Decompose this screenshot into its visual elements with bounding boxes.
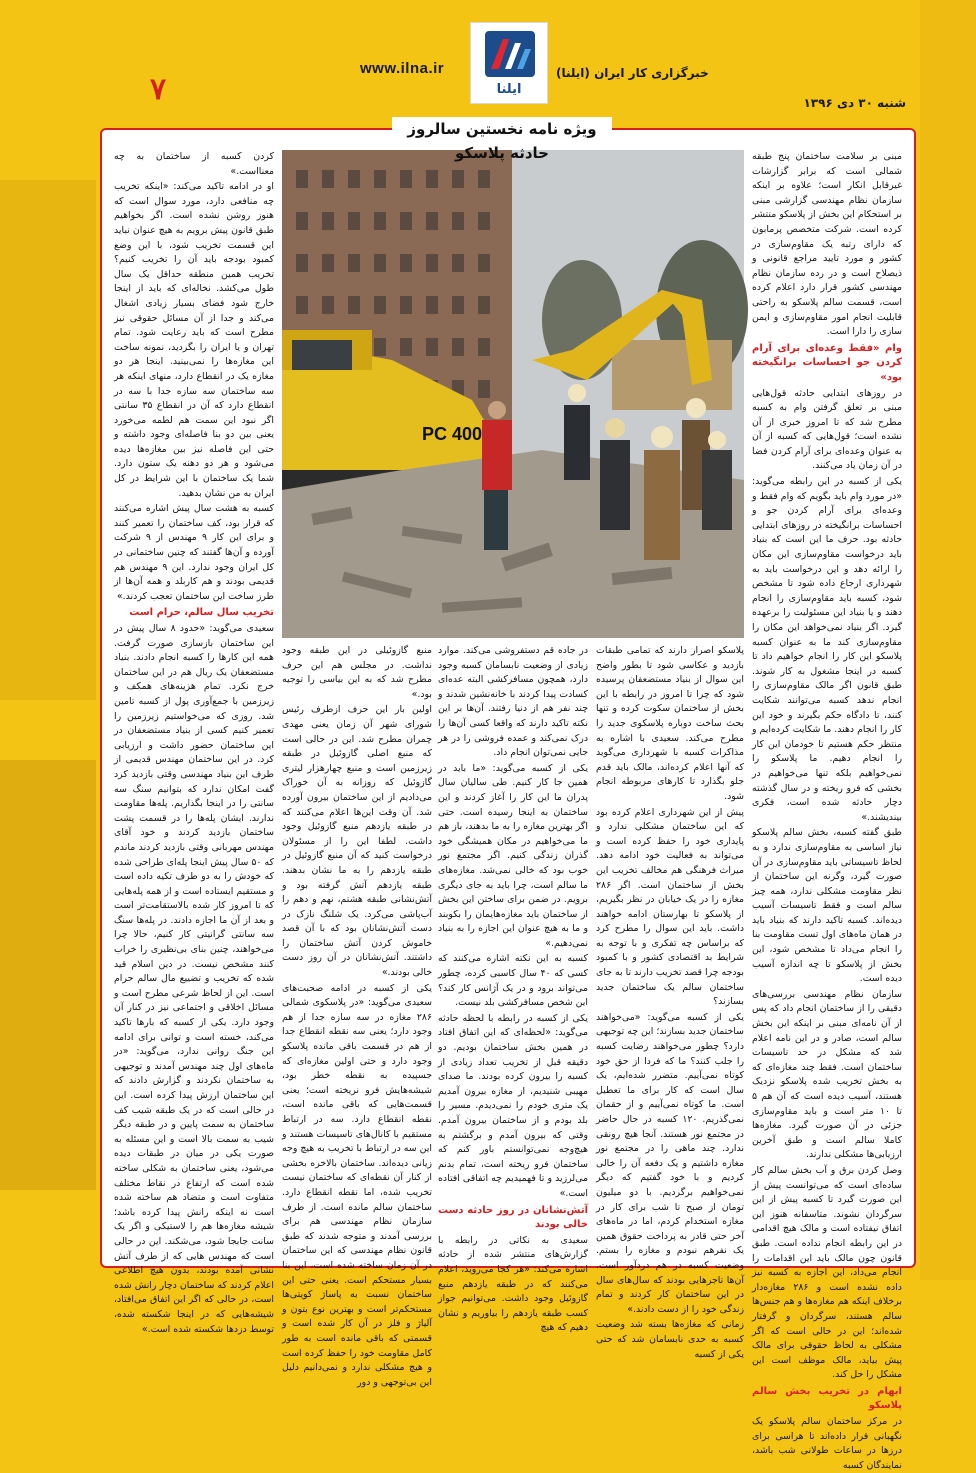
rescue-scene-photo — [282, 150, 744, 638]
website-url[interactable]: www.ilna.ir — [360, 60, 445, 77]
agency-name: خبرگزاری کار ایران (ایلنا) — [556, 66, 709, 80]
paragraph: یکی از کسبه می‌گوید: «ما باید در همین جا کار کنیم. طی سالیان سال پدران ما این کار را آغاز کردند و این ساختمان به اینجا رسیده است. حتی اگر بهترین مغازه را به ما بدهند، باز هم ما می‌خواهیم در مکان همیشگی خود گذران زندگی کنیم. اگر مجتمع نور خوب بود که خالی نمی‌شد. مغازه‌های ما سالم است، چرا باید به جای دیگری برویم. در ضمن برای ساختن این بخش از ساختمان باید مغازه‌هایمان را بکوبند و ما به هیچ عنوان این اجازه را به بنیاد نمی‌دهیم.» — [438, 762, 588, 949]
ilna-logo — [470, 22, 548, 104]
paragraph: سعیدی می‌گوید: «حدود ۸ سال پیش در این ساختمان بازسازی صورت گرفت. همه این کارها را کسبه انجام دادند. بنیاد مستضعفان یک ریال هم در این ساختمان خرج نکرد. تمام هزینه‌های همکف و زیرزمین با جمع‌آوری پول از کسبه تامین شد. روزی که می‌خواستیم زیرزمین را تعمیر کنیم کسی از بنیاد مستضعفان در این ساختمان حضور داشت و ارزیابی کرد. در این ساختمان مهندس قدیمی از طرف این بنیاد مهندسی وقتی بازدید کرد گفت امکان ندارد که بتوانیم سنگ سه سانتی را در اینجا بگذاریم. پله‌ها مقاومت ندارند. ایشان پله‌ها را در قسمت پشت ساختمان بازدید کردند و خود آقای مهندس مهربانی وقتی بازدید کردند ماندم که ۵۰ سال پیش اینجا پله‌ای طراحی شده که خودش را به دو طرف تکیه داده است و مستقیم ایستاده است و از همه پله‌هایی که تا امروز کار شده بالاستقامت‌تر است و بعد از آن ما اجازه دادند. در پله‌ها سنگ سه سانتی گرانیتی کار کنیم، حالا چرا می‌خواهند، چنین بنای بی‌نظیری را خراب کنند مشخص نیست. در دین اسلام قید شده که تخریب و تضییع مال سالم حرام است. این از لحاظ شرعی مطرح است و مسائل اخلاقی و اجتماعی نیز در کنار آن وجود دارد. یکی از کسبه که بار‌ها تاکید می‌کند، خسته است و توانی برای ادامه این جنگ روانی ندارد، می‌گوید: «در ماه‌های اول چند مهندس آمدند و توجیهی به ساختمان نکردند و گزارش دادند که این ساختمان ارزش پیدا کرده است. این در حالی است که در یک طبقه شیب کف ساختمان به سمت پایین و در طبقه دیگر شیب به سمت بالا است و این مسئله به صورت یکی در میان در طبقات دیده می‌شود، یعنی ساختمان به شکلی ساخته شده است که ارتفاع در نقاط مختلف متفاوت است و متضاد هم ساخته شده است نه اینکه رانش پیدا کرده باشد؛ شیشه مغازه‌ها هم را لاستیکی و اگر یک سانت جابجا شود، می‌شکند. این در حالی است که مهندس هایی که از طرف آتش نشانی آمده بودند، بدون هیچ اطلاعی اعلام کردند که ساختمان دچار رانش شده است، در حالی که اگر این اتفاق می‌افتاد، شیشه‌هایی که در اینجا شکسته شده، توسط دزدها شکسته شده است.» — [114, 623, 274, 1335]
article-column-middle-right — [596, 644, 744, 1360]
paragraph: زمانی که مغازه‌ها بسته شد وضعیت کسبه به حدی نابسامان شد که حتی یکی از کسبه — [596, 1319, 744, 1360]
logo-emblem-icon — [485, 31, 535, 77]
paragraph: در روزهای ابتدایی حادثه قول‌هایی مبنی بر تعلق گرفتن وام به کسبه مطرح شد که تا امروز خبری از آن نشده است؛ قول‌هایی که کسبه از آن به عنوان وعده‌ای برای آرام کردن فضا در آن زمان یاد می‌کنند. — [752, 387, 902, 472]
article-column-left — [114, 150, 275, 1335]
background-building — [0, 180, 96, 700]
excavator-model-label: PC 400 — [422, 424, 483, 444]
paragraph: در جاده قم دستفروشی می‌کند. موارد زیادی از وضعیت نابسامان کسبه وجود دارد، همچون مسافرکشی البته عده‌ای کسادت پیدا کردند با خانه‌نشین شدند و چند نفر هم از دنیا رفتند. آن‌ها بر این نکته تاکید دارند که واقعا کسی آن‌ها را درک نمی‌کند و عمده فروشی را در هر جایی نمی‌توان انجام داد. — [438, 645, 588, 759]
paragraph: در مرکز ساختمان سالم پلاسکو یک نگهبانی قرار داده‌اند تا هراسی برای درزها در ساعات طولانی شب باشد، نمایندگان کسبه — [752, 1416, 902, 1471]
page-number: ۷ — [150, 73, 167, 106]
article-column-right — [752, 150, 902, 1471]
paragraph: یکی از کسبه در ادامه صحبت‌های سعیدی می‌گوید: «در پلاسکوی شمالی ۲۸۶ مغازه در سه سازه جدا از هم وجود دارد؛ یعنی سه نقطه انقطاع جدا از هم در قسمت باقی مانده پلاسکو وجود دارد و حتی اولین مغازه‌ای که جسپیده به نقطه خطر بود، شیشه‌هایش فرو نریخته است؛ یعنی قسمت‌هایی که باقی مانده است، نقطه انقطاع دارد. سه در ارتباط مستقیم با کانال‌های تاسیسات هستند و این سه در ارتباط با تخریب به هیچ وجه زیانی دیده‌اند. ساختمان بالاخره بخشی از کنار آن نقطه‌ای که ساختمان نیست تخریب شده، اما نقطه انقطاع دارد. ساختمان سالم مانده است. از طرف سازمان نظام مهندسی هم برای بررسی آمدند و متوجه شدند که طبق قانون نظام مهندسی که این ساختمان در آن زمان ساخته شده است، این بنا بسیار مستحکم است. یعنی حتی این ساختمان نسبت به پاساژ کویتی‌ها مستحکم‌تر است و بهترین نوع بتون و آلیاژ و فلز در آن کار شده است و قسمتی که باقی مانده است به طور کامل مقاومت خود را حفظ کرده است و هیچ مشکلی ندارد و نمی‌دانیم دلیل این بی‌توجهی و دور — [282, 982, 432, 1388]
paragraph: اولین بار این حرف ازطرف رئیس شورای شهر آن زمان یعنی مهدی چمران مطرح شد. این در حالی است که منبع اصلی گازوئیل در طبقه زیرزمین است و منبع چهارهزار لیتری گازوئیل که روزانه به آن خوراک می‌دادیم از این ساختمان بیرون آورده شد. آن وقت این‌ها اعلام می‌کنند که در طبقه یازدهم منبع گازوئیل وجود داشت. لطفا این را از مسئولان درخواست کنید که آن منبع گازوئیل در طبقه یازدهم را به ما نشان بدهند. طبقه یازدهم آتش گرفته بود و آتش‌نشانی طبقه هشتم، نهم و دهم را آب‌پاشی می‌کرد. یک ‌شلنگ نازک در دست آتش‌نشانان بود که با آن قصد خاموش کردن آتش ساختمان را داشتند. آتش‌نشانان در آن روز دست خالی بودند.» — [282, 704, 432, 979]
paragraph: کردن کسبه از ساختمان به چه معنااست.» — [114, 151, 274, 177]
logo-label: ایلنا — [496, 82, 522, 97]
paragraph: پلاسکو اصرار دارند که تمامی طبقات بازدید و عکاسی شود تا بطور واضح این سوال از بنیاد مستضعفان پرسیده شود که چرا تا امروز در رابطه با این بخش از ساختمان سکوت کرده و تنها بحث ساخت دوباره پلاسکوی جدید را مطرح می‌کند. سعیدی با اشاره به مذاکرات کسبه با شهرداری می‌گوید که آنها اعلام کرده‌اند، مالک باید قدم جلو بگذارد تا کارهای مربوطه انجام شود. — [596, 645, 744, 802]
subheading: وام «فقط وعده‌ای برای آرام کردن جو احساسات برانگیخته بود» — [752, 342, 902, 383]
rubble-excavator-image — [282, 150, 744, 638]
paragraph: کسبه به این نکته اشاره می‌کنند که کسی که ۴۰ سال کاسبی کرده، چطور می‌تواند برود و در یک آژانس کار کند؟ این شخص مسافرکشی بلد نیست. — [438, 953, 589, 1009]
article-column-middle-left — [438, 644, 589, 1334]
paragraph: وصل کردن برق و آب بخش سالم کار ساده‌ای است که می‌توانست پیش از این صورت گیرد تا کسبه پیش از این سرگردان نشوند. متاسفانه هنوز این اتفاق نیفتاده است و مالک هیچ اقدامی در این رابطه انجام نداده است. طبق قانون چون مالک باید این اقدامات را انجام می‌داد، این اجازه به کسبه نیز داده نشده است و ۲۸۶ مغازه‌دار برخلاف اینکه هم مغازه‌ها و هم جنس‌ها سالم هستند، سرگردان و گرفتار شده‌اند؛ این در حالی است که اگر مشکلی به لحاظ حقوقی برای مالک پیش بیاید، مالک موظف است این مشکل را حل کند. — [752, 1164, 902, 1381]
paragraph: منبع گازوئیلی در این طبقه وجود نداشت. در مجلس هم این حرف مطرح شد که به این بیاسی را توجیه بود.» — [282, 645, 432, 700]
paragraph: کسبه به هشت سال پیش اشاره می‌کنند که قرار بود، کف ساختمان را تعمیر کنند و برای این کار ۹ مهندس از ۹ شرکت آورده و آن‌ها گفتند که چنین ساختمانی در کل ایران وجود ندارد. این ۹ مهندس هم قدیمی بودند و هم کاربلد و همه آن‌ها از طرز ساخت این ساختمان تعجب کردند.» — [114, 503, 275, 602]
issue-date: شنبه ۳۰ دی ۱۳۹۶ — [803, 96, 906, 110]
paragraph: یکی از کسبه می‌گوید: «می‌خواهند ساختمان جدید بسازند؛ این چه توجیهی دارد؟ چطور می‌خواهند رضایت کسبه را جلب کنند؟ ما که فردا از حق خود کوتاه نمی‌آییم. متضرر شده‌ایم، یک سال است که کار برای ما تعطیل است. ما کوتاه نمی‌آییم و از حقمان نمی‌گذریم. ۱۲۰ کسبه در حال حاضر در مجتمع نور هستند. آنجا هیچ رونقی ندارد. چند ماهی را در مجتمع نور مغازه داشتیم و یک دفعه آن را خالی کردیم و با خود گفتیم که دیگر نمی‌خواهیم برگردیم. با دو میلیون تومان از صبح تا شب برای کار در مغازه استخدام کردم، اما در ماه‌های آخر حتی قادر به پرداخت حقوق همین یک نفرهم نبودم و مغازه را بستم. وضعیت کسبه در هم دردآور است. آن‌ها تاجرهایی بودند که سال‌های سال در این ساختمان کار کردند و تمام زندگی خود را از دست دادند.» — [596, 1011, 744, 1315]
subheading: ابهام در تخریب بخش سالم پلاسکو — [752, 1385, 902, 1412]
subheading: آتش‌نشانان در روز حادثه دست خالی بودند — [438, 1204, 588, 1231]
background-bus — [0, 760, 96, 1190]
background-strip — [920, 0, 976, 1280]
paragraph: او در ادامه تاکید می‌کند: «اینکه تخریب چه منافعی دارد، مورد سوال است که هنوز روشن نشده است. اگر بخواهیم طبق قانون پیش برویم به هیچ عنوان نباید این قسمت تخریب شود، با این وضع کمبود بودجه باید آن را تخریب کنیم؟ تخریب همین منطقه حداقل یک سال طول می‌کشد. نخاله‌ای که باید از اینجا خارج شود فضای بسیار زیادی اشغال می‌کند و جدا از آن مسائل حقوقی نیز مطرح است که باید رعایت شود. تمام تهران و یا ایران را بگردید، نمونه ساخت این مغازه‌ها را نمی‌بینید. اینجا هر دو مغازه یک در انقطاع دارد، منهای اینکه هر سه ساختمان سه سازه جدا با سه در انقطاع دارد که آن در انقطاع ۳۵ سانتی اگر نبود این سمت هم لطمه می‌خورد یعنی بین دو بنا فاصله‌ای وجود داشته و حتی این فاصله نیز بین مغازه‌ها دیده می‌شود و هر دو دهنه یک ستون دارد. شما یک ساختمان با این شرایط در کل ایران به من نشان بدهید. — [114, 181, 274, 499]
paragraph: سعیدی به نکاتی در رابطه با گزارش‌های منتشر شده از حادثه اشاره می‌کند: «هر کجا می‌روید، اعلام می‌کنند که در طبقه یازدهم منبع گازوئیل وجود داشت. می‌توانیم جواز کسب طبقه یازدهم را بیاوریم و نشان دهیم که هیچ — [438, 1234, 588, 1334]
paragraph: سازمان نظام مهندسی بررسی‌های دقیقی را از ساختمان انجام داد که پس از آن نامه‌ای مبنی بر اینکه این بخش سالم است، صادر و در این نامه اعلام شد که مشکل در حد تاسیسات ساختمان است. فقط چند مغازه‌ای که به بخش تخریب شده پلاسکو نزدیک هستند، آسیب دیده است که آن هم ۵ تا ۱۰ متر است و باید مقاوم‌سازی جزئی در آن صورت گیرد. مغازه‌ها کاملا سالم است و طبق آخرین ارزیابی‌ها مشکلی ندارند. — [752, 988, 902, 1161]
section-title: ویژه نامه نخستین سالروز حادثه پلاسکو — [392, 117, 612, 141]
subheading: تخریب سال سالم، حرام است — [129, 607, 274, 619]
paragraph: مبنی بر سلامت ساختمان پنج طبقه شمالی است که برابر گزارشات غیرقابل انکار است؛ علاوه بر اینکه سازمان نظام مهندسی گزارشی مبنی بر استحکام این بخش از پلاسکو منتشر کرده است. شرکت متخصص پرمابون که دارای رتبه یک مقاوم‌سازی در کشور و مورد تایید مراجع قانونی و ذیصلاح است و در رده سازمان نظام مهندسی کشور قرار دارد اعلام کرده است، قسمت سالم پلاسکو به راحتی قابلیت انجام امور مقاوم‌سازی و ایمن سازی را دارا است. — [752, 151, 902, 338]
paragraph: طبق گفته کسبه، بخش سالم پلاسکو نیاز اساسی به مقاوم‌سازی ندارد و به لحاظ تاسیساتی باید مقاوم‌سازی در آن صورت گیرد، وگرنه این ساختمان از نظر مقاومت مشکلی ندارد، همه چیز سالم است و فقط تاسیسات آسیب دیده‌اند. کسبه تاکید دارند که بنیاد باید در همان ماه‌های اول تست مقاومت بنا را انجام می‌داد تا مشخص شود، این بخش از پلاسکو تا چه اندازه آسیب دیده است. — [752, 827, 902, 985]
paragraph: یکی از کسبه در این رابطه می‌گوید: «در مورد وام باید بگویم که وام فقط و وعده‌ای برای آرام کردن جو و احساسات برانگیخته در روزهای ابتدایی حادثه بود. حرف ما این است که بنیاد باید درخواست مقاوم‌سازی این مکان را ارائه دهد و این درخواست باید به شهرداری ارجاع داده شود تا مشخص شود، کسبه باید مقاوم‌سازی را انجام دهند و یا بنیاد این مسئولیت را برعهده گیرد. اگر بنیاد نمی‌خواهد این مکان را مقاوم‌سازی کند ما به عنوان کسبه پلاسکو این کار را انجام خواهیم داد تا کسبه در اینجا مشغول به کار شوند. طبق قانون اگر مالک مقاوم‌سازی را انجام ندهد کسبه می‌توانند شکایت کنند، تا دادگاه حکم بگیرند و خود این کار را انجام دهند. ما شکایت کرده‌ایم و منتظر حکم هستیم تا خودمان این کار را انجام دهیم. ما پلاسکو را نمی‌خواهیم بلکه تنها می‌خواهیم در بخشی که فرو ریخته و در سال گذشته دچار حادثه شده است، فکری بیندیشند.» — [752, 476, 902, 823]
paragraph: پیش از این شهرداری اعلام کرده بود که این ساختمان مشکلی ندارد و پایداری خود را حفظ کرده است و می‌تواند به فعالیت خود ادامه دهد. میراث فرهنگی هم مخالف تخریب این بخش از ساختمان است. اگر ۲۸۶ مغازه را در یک خیابان در نظر بگیریم، از پلاسکو تا بهارستان ادامه خواهند داشت. باید این سوال را مطرح کرد که براساس چه تفکری و با توجه به شرایط بد اقتصادی کشور و با کمبود بودجه چرا قصد تخریب دارند تا به جای ساختمان سالم یک ساختمان جدید بسازند؟ — [596, 806, 744, 1008]
paragraph: یکی از کسبه در رابطه با لحظه حادثه می‌گوید: «لحظه‌ای که این اتفاق افتاد در همین بخش ساختمان بودیم. دو دقیقه قبل از تخریب تعداد زیادی از کسبه را بیرون کرده بودند. ما صدای مهیبی شنیدیم، از مغازه بیرون آمدیم یک متری خودم را نمی‌دیدم. مسیر را بلد بودم و از ساختمان بیرون آمدم. وقتی که بیرون آمدم و برگشتم به هیچ‌وجه نمی‌توانستم باور کنم که ساختمان فرو ریخته است، تمام بدنم می‌لرزید و تا فهمیدیم چه اتفاقی افتاده است.» — [438, 1012, 588, 1199]
article-column-middle-far-left — [282, 644, 432, 1388]
